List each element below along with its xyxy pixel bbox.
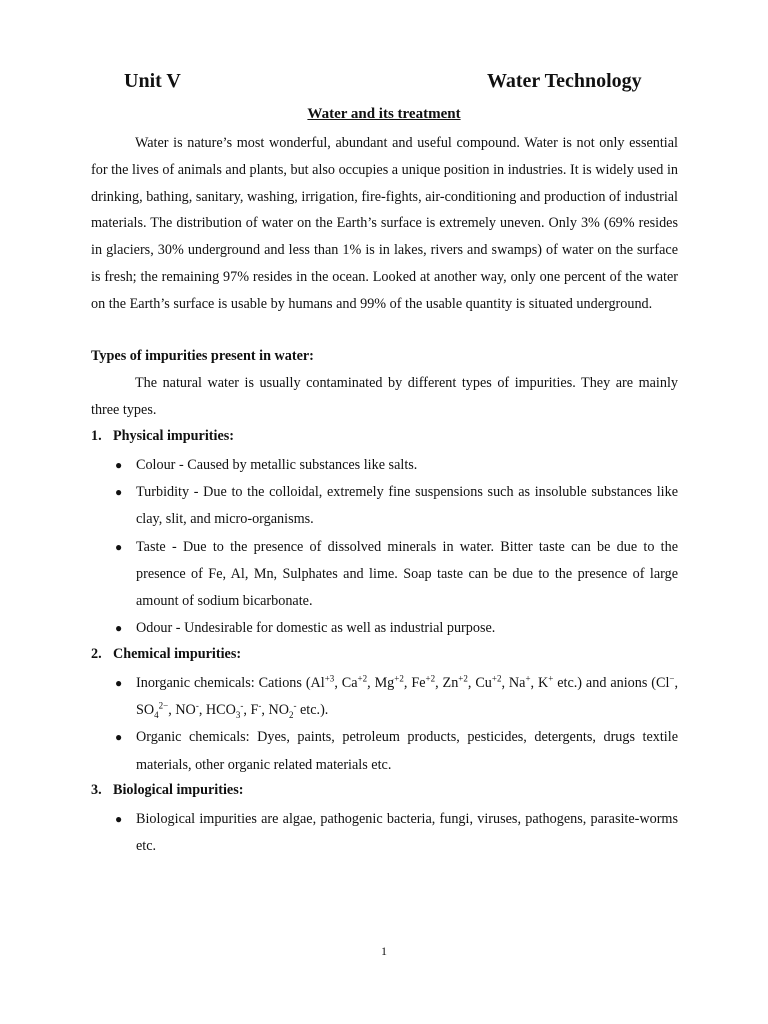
section-number: 2. bbox=[91, 646, 102, 662]
list-item-text: Turbidity - Due to the colloidal, extremely fine suspensions such as insoluble substances like clay, slit, and micro-organisms. bbox=[136, 484, 678, 528]
inorganic-suffix: etc.). bbox=[296, 702, 329, 719]
list-item bbox=[113, 724, 678, 778]
cation-charge: +2 bbox=[458, 673, 468, 684]
cations-list: $Al^{+3}$, $Ca^{+2}$, $Mg^{+2}$, $Fe^{+2}$, $Zn^{+2}$, $Cu^{+2}$, Na+, K+ bbox=[310, 673, 554, 691]
cation bbox=[475, 675, 501, 691]
anion-no2 bbox=[268, 700, 297, 721]
types-heading: Types of impurities present in water: bbox=[91, 348, 314, 364]
cation-symbol: Na bbox=[508, 675, 526, 691]
section-heading-text: Biological impurities: bbox=[113, 782, 244, 798]
anion-f bbox=[250, 702, 261, 718]
list-item-text: Odour - Undesirable for domestic as well as industrial purpose. bbox=[136, 620, 496, 637]
anion-charge: - bbox=[258, 700, 262, 711]
anion-charge: - bbox=[195, 700, 199, 711]
anion-symbol: SO bbox=[136, 702, 155, 719]
unit-label: Unit V bbox=[124, 70, 181, 92]
subject-title: Water Technology bbox=[487, 70, 642, 92]
section-number: 3. bbox=[91, 782, 102, 798]
list-item bbox=[113, 806, 678, 860]
cation-charge: +2 bbox=[394, 673, 404, 684]
section-heading-text: Chemical impurities: bbox=[113, 646, 242, 662]
cation bbox=[411, 675, 435, 691]
anion-charge: − bbox=[669, 673, 675, 684]
list-item-text: Organic chemicals: Dyes, paints, petroleum products, pesticides, detergents, drugs textile materials, other organic related materials etc. bbox=[136, 729, 678, 773]
types-paragraph: The natural water is usually contaminated by different types of impurities. They are mainly three types. bbox=[91, 375, 678, 418]
anion-charge: 2− bbox=[158, 700, 169, 711]
chemical-impurities-list bbox=[113, 670, 678, 779]
bullet-icon: ● bbox=[115, 730, 123, 745]
list-item-inorganic: ● Inorganic chemicals: Cations ($Al^{+3}$, $Ca^{+2}$, $Mg^{+2}$, $Fe^{+2}$, $Zn^{+2}$, $Cu^{+2}$, Na+, K+ etc.) and anions (Cl−, $SO_4^{2-}$, NO-, $HCO_3^-$, F-, $NO_2^-$ etc.). bbox=[113, 670, 678, 724]
anion-symbol: NO bbox=[268, 702, 289, 719]
section-heading-text: Physical impurities: bbox=[113, 428, 234, 444]
list-item bbox=[113, 534, 678, 616]
inorganic-middle: etc.) and anions ( bbox=[553, 675, 656, 691]
cation-charge: +2 bbox=[491, 673, 502, 684]
anion-subscript: 4 bbox=[154, 710, 159, 721]
biological-heading bbox=[91, 782, 243, 799]
list-item bbox=[113, 479, 678, 533]
cation bbox=[311, 675, 335, 691]
inorganic-prefix: Inorganic chemicals: Cations ( bbox=[136, 675, 311, 691]
list-item bbox=[113, 452, 678, 479]
cation bbox=[443, 675, 468, 691]
cation-charge: + bbox=[525, 673, 531, 684]
anion-cl bbox=[656, 675, 674, 691]
anion-symbol: NO bbox=[175, 702, 196, 719]
physical-heading bbox=[91, 428, 234, 445]
cation-charge: +2 bbox=[357, 673, 368, 684]
cation bbox=[342, 675, 367, 691]
cation-symbol: Fe bbox=[411, 675, 426, 691]
cation-symbol: Ca bbox=[341, 675, 358, 691]
bullet-icon: ● bbox=[115, 676, 123, 690]
page-number: 1 bbox=[381, 944, 387, 958]
bullet-icon: ● bbox=[115, 812, 123, 826]
section-title: Water and its treatment bbox=[307, 106, 461, 122]
anion-charge: - bbox=[240, 700, 244, 711]
physical-impurities-list bbox=[113, 452, 678, 642]
section-number: 1. bbox=[91, 428, 102, 444]
bullet-icon: ● bbox=[115, 458, 123, 472]
intro-paragraph-container bbox=[91, 130, 678, 318]
list-item bbox=[113, 615, 678, 642]
biological-impurities-list bbox=[113, 806, 678, 860]
cation bbox=[538, 675, 553, 691]
list-item-text: Colour - Caused by metallic substances like salts. bbox=[136, 457, 418, 473]
anion-so4 bbox=[136, 700, 169, 721]
cation-symbol: Zn bbox=[442, 675, 459, 691]
cation bbox=[509, 675, 531, 691]
anion-symbol: HCO bbox=[205, 702, 236, 719]
cation-symbol: Al bbox=[310, 675, 325, 691]
cation-symbol: Cu bbox=[475, 675, 492, 691]
anion-subscript: 2 bbox=[288, 710, 294, 721]
cation-symbol: K bbox=[538, 675, 549, 691]
anion-hco3 bbox=[205, 700, 244, 721]
list-item-text: Biological impurities are algae, pathogenic bacteria, fungi, viruses, pathogens, parasite-worms etc. bbox=[136, 811, 678, 855]
cation-charge: +3 bbox=[324, 673, 335, 684]
anion-no bbox=[175, 702, 199, 718]
chemical-heading bbox=[91, 646, 241, 663]
cation-symbol: Mg bbox=[374, 675, 395, 691]
anion-symbol: Cl bbox=[656, 675, 670, 691]
bullet-icon: ● bbox=[115, 621, 123, 636]
bullet-icon: ● bbox=[115, 539, 123, 554]
intro-paragraph: Water is nature’s most wonderful, abundant and useful compound. Water is not only essential for the lives of animals and plants, but also occupies a unique position in industries. It is widely used in drinking, bathing, sanitary, washing, irrigation, fire-fights, air-conditioning and production of industrial materials. The distribution of water on the Earth’s surface is extremely uneven. Only 3% (69% resides in glaciers, 30% underground and less than 1% is in lakes, rivers and swamps) of water on the surface is fresh; the remaining 97% resides in the ocean. Looked at another way, only one percent of the water on the Earth’s surface is usable by humans and 99% of the usable quantity is situated underground. bbox=[91, 135, 678, 312]
cation bbox=[375, 675, 404, 691]
list-item-text: Taste - Due to the presence of dissolved minerals in water. Bitter taste can be due to the presence of Fe, Al, Mn, Sulphates and lime. Soap taste can be due to the presence of large amount of sodium bicarbonate. bbox=[136, 538, 678, 610]
anion-subscript: 3 bbox=[235, 710, 241, 721]
anion-symbol: F bbox=[250, 702, 259, 719]
bullet-icon: ● bbox=[115, 485, 123, 500]
anion-charge: - bbox=[293, 700, 297, 711]
types-paragraph-container bbox=[91, 370, 678, 424]
cation-charge: +2 bbox=[425, 673, 436, 684]
cation-charge: + bbox=[548, 673, 554, 684]
